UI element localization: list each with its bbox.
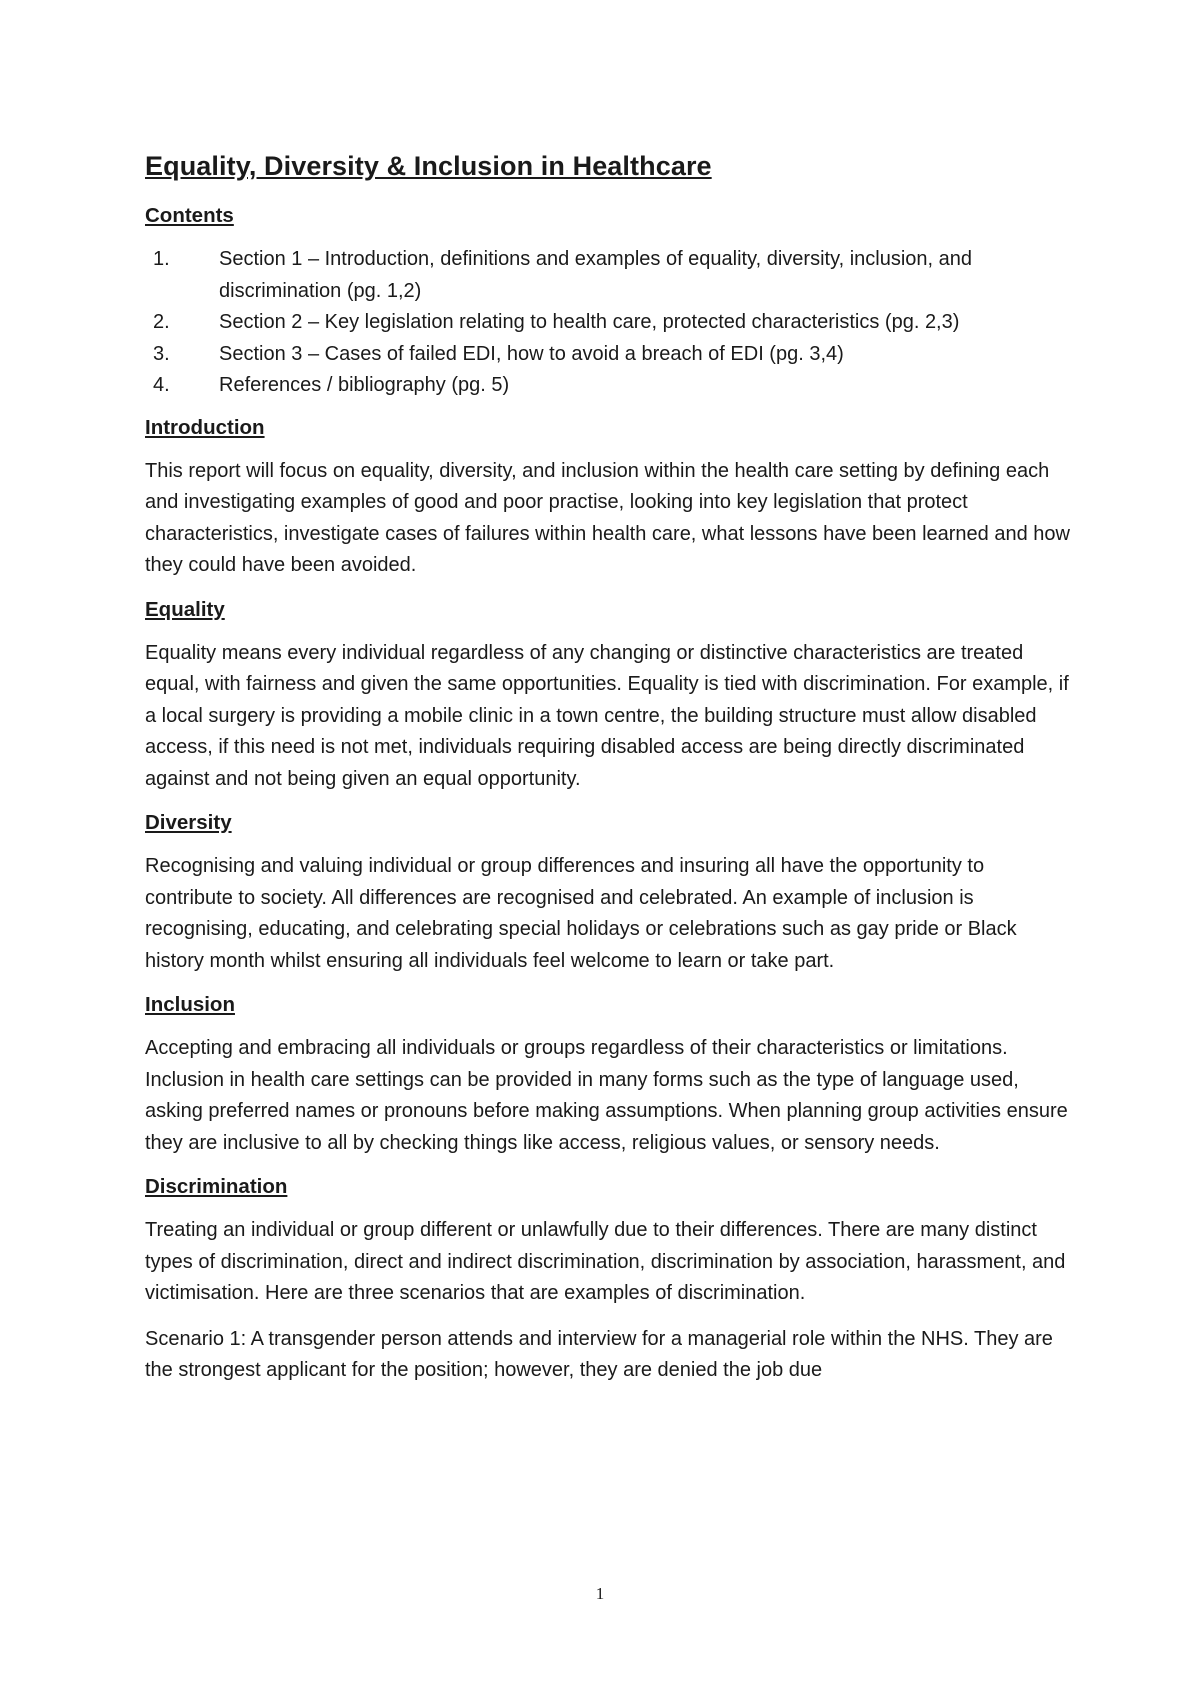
- contents-item-number: 4.: [153, 374, 170, 396]
- contents-item-text: References / bibliography (pg. 5): [219, 374, 510, 396]
- contents-item-text: Section 3 – Cases of failed EDI, how to avoid a breach of EDI (pg. 3,4): [219, 342, 844, 365]
- contents-heading: Contents: [145, 204, 234, 227]
- contents-item: [145, 244, 1070, 307]
- inclusion-paragraph: Accepting and embracing all individuals or groups regardless of their characteristics or limitations. Inclusion in health care settings can be provided in many forms such as the type of language used, asking preferred names or pronouns before making assumptions. When planning group activities ensure they are inclusive to all by checking things like access, religious values, or sensory needs.: [145, 1037, 1068, 1154]
- equality-heading: Equality: [145, 597, 225, 621]
- contents-item: [145, 370, 1070, 402]
- contents-item-text: Section 1 – Introduction, definitions and examples of equality, diversity, inclusion, and discrimination (pg. 1,2): [219, 248, 973, 302]
- contents-item-number: 1.: [153, 248, 170, 270]
- inclusion-heading: Inclusion: [145, 993, 235, 1016]
- contents-list: [145, 244, 1070, 402]
- diversity-heading: Diversity: [145, 811, 232, 834]
- introduction-paragraph: This report will focus on equality, diversity, and inclusion within the health care setting by defining each and investigating examples of good and poor practise, looking into key legislation that protect characteristics, investigate cases of failures within health care, what lessons have been learned and how they could have been avoided.: [145, 459, 1070, 576]
- contents-item-number: 3.: [153, 342, 170, 365]
- diversity-paragraph: Recognising and valuing individual or group differences and insuring all have the opportunity to contribute to society. All differences are recognised and celebrated. An example of inclusion is recognising, educating, and celebrating special holidays or celebrations such as gay pride or Black history month whilst ensuring all individuals feel welcome to learn or take part.: [145, 855, 1017, 972]
- scenario-1-paragraph: Scenario 1: A transgender person attends and interview for a managerial role within the NHS. They are the strongest applicant for the position; however, they are denied the job due: [145, 1327, 1053, 1381]
- discrimination-paragraph: Treating an individual or group different or unlawfully due to their differences. There are many distinct types of discrimination, direct and indirect discrimination, discrimination by association, harassment, and victimisation. Here are three scenarios that are examples of discrimination.: [145, 1219, 1066, 1304]
- contents-item: [145, 339, 1070, 371]
- equality-paragraph: Equality means every individual regardless of any changing or distinctive characteristics are treated equal, with fairness and given the same opportunities. Equality is tied with discrimination. For example, if a local surgery is providing a mobile clinic in a town centre, the building structure must allow disabled access, if this need is not met, individuals requiring disabled access are being directly discriminated against and not being given an equal opportunity.: [145, 641, 1069, 790]
- contents-item-text: Section 2 – Key legislation relating to health care, protected characteristics (pg. 2,3): [219, 311, 960, 333]
- introduction-heading: Introduction: [145, 415, 265, 439]
- contents-item-number: 2.: [153, 311, 170, 333]
- page-number: 1: [595, 1584, 605, 1603]
- page-content: [145, 148, 1070, 1401]
- discrimination-heading: Discrimination: [145, 1175, 288, 1198]
- contents-item: [145, 307, 1070, 339]
- document-title: Equality, Diversity & Inclusion in Healthcare: [145, 151, 712, 181]
